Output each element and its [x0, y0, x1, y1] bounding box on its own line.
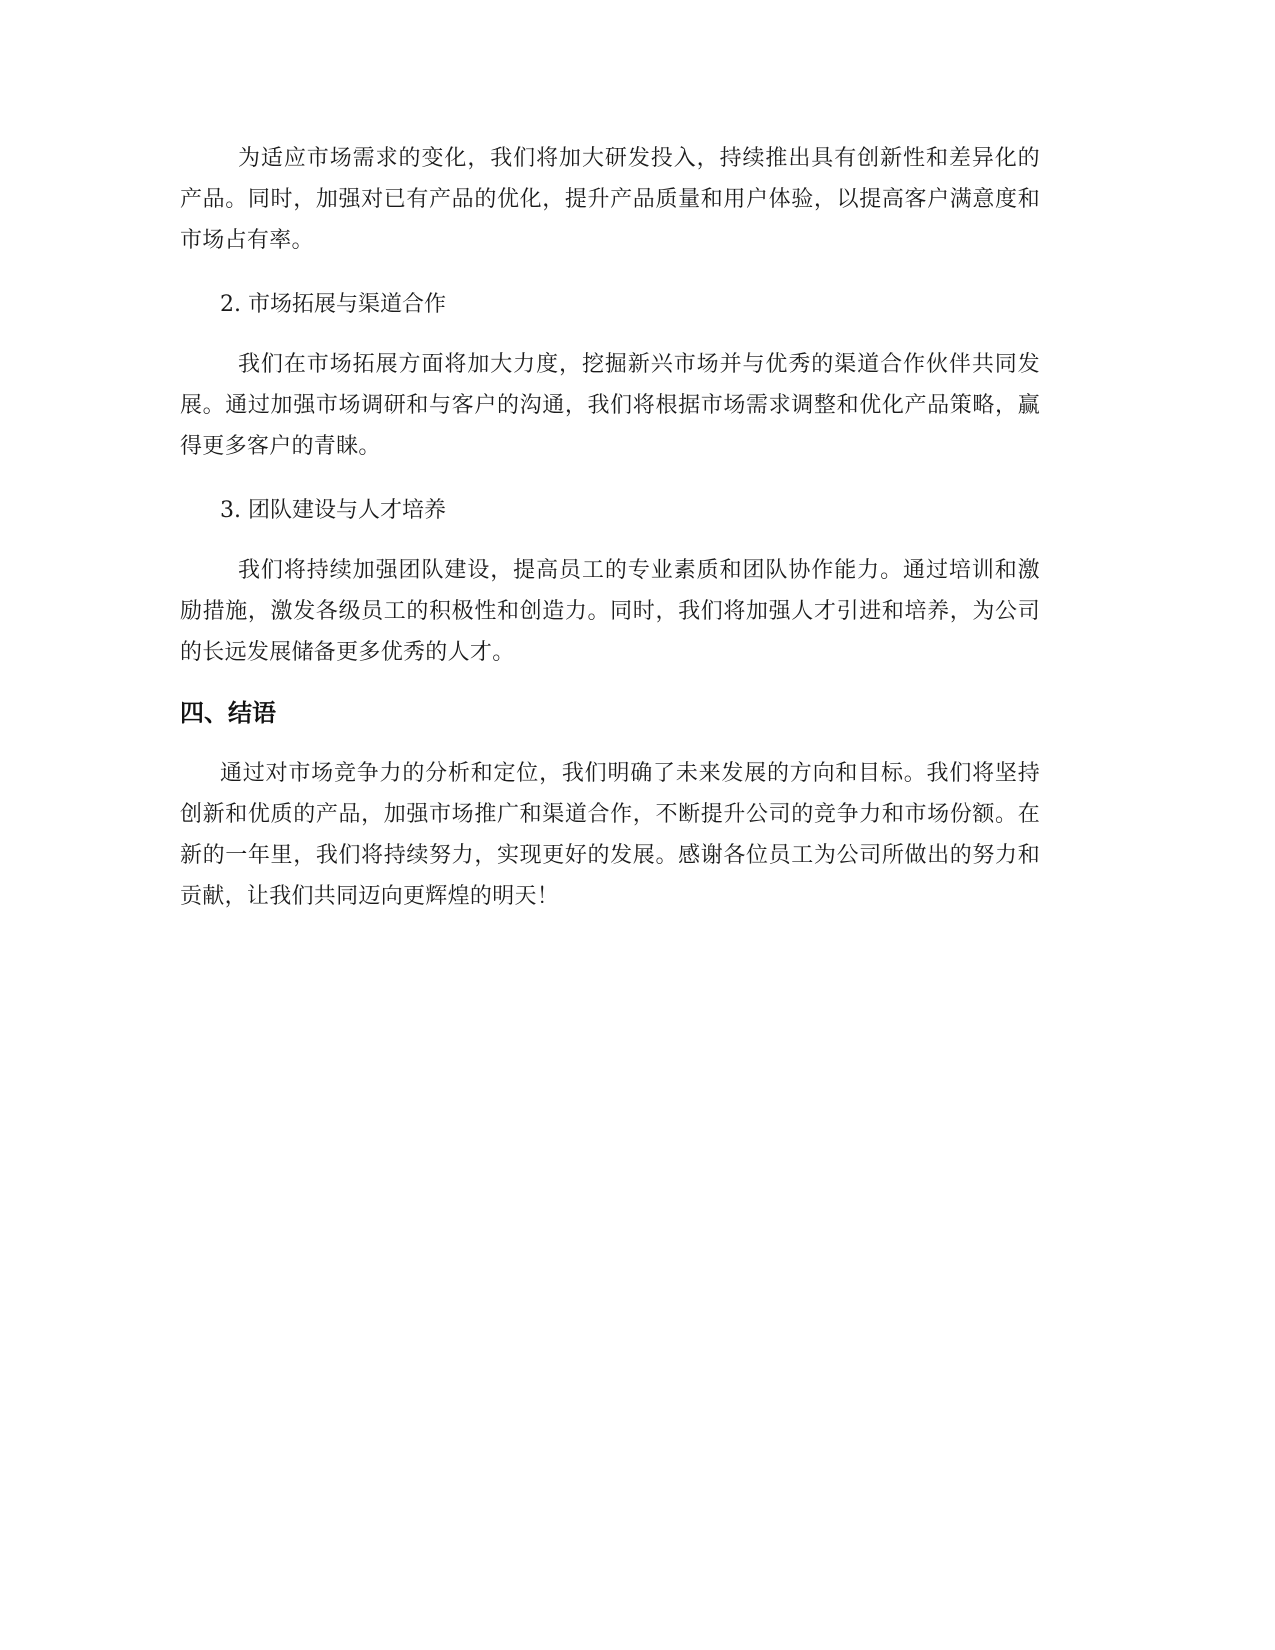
section-4-title: 四、结语	[180, 699, 276, 727]
paragraph-conclusion: 通过对市场竞争力的分析和定位，我们明确了未来发展的方向和目标。我们将坚持创新和优质的产品，加强市场推广和渠道合作，不断提升公司的竞争力和市场份额。在新的一年里，我们将持续努力，实现更好的发展。感谢各位员工为公司所做出的努力和贡献，让我们共同迈向更辉煌的明天！	[180, 761, 1040, 909]
subsection-3-title: 3. 团队建设与人才培养	[220, 498, 446, 523]
paragraph-market-expansion: 我们在市场拓展方面将加大力度，挖掘新兴市场并与优秀的渠道合作伙伴共同发展。通过加强市场调研和与客户的沟通，我们将根据市场需求调整和优化产品策略，赢得更多客户的青睐。	[180, 352, 1040, 459]
document-page	[180, 138, 1040, 917]
paragraph-product-innovation: 为适应市场需求的变化，我们将加大研发投入，持续推出具有创新性和差异化的产品。同时，加强对已有产品的优化，提升产品质量和用户体验，以提高客户满意度和市场占有率。	[180, 146, 1040, 253]
subsection-2-title: 2. 市场拓展与渠道合作	[220, 292, 446, 317]
paragraph-team-building: 我们将持续加强团队建设，提高员工的专业素质和团队协作能力。通过培训和激励措施，激发各级员工的积极性和创造力。同时，我们将加强人才引进和培养，为公司的长远发展储备更多优秀的人才。	[180, 558, 1040, 665]
